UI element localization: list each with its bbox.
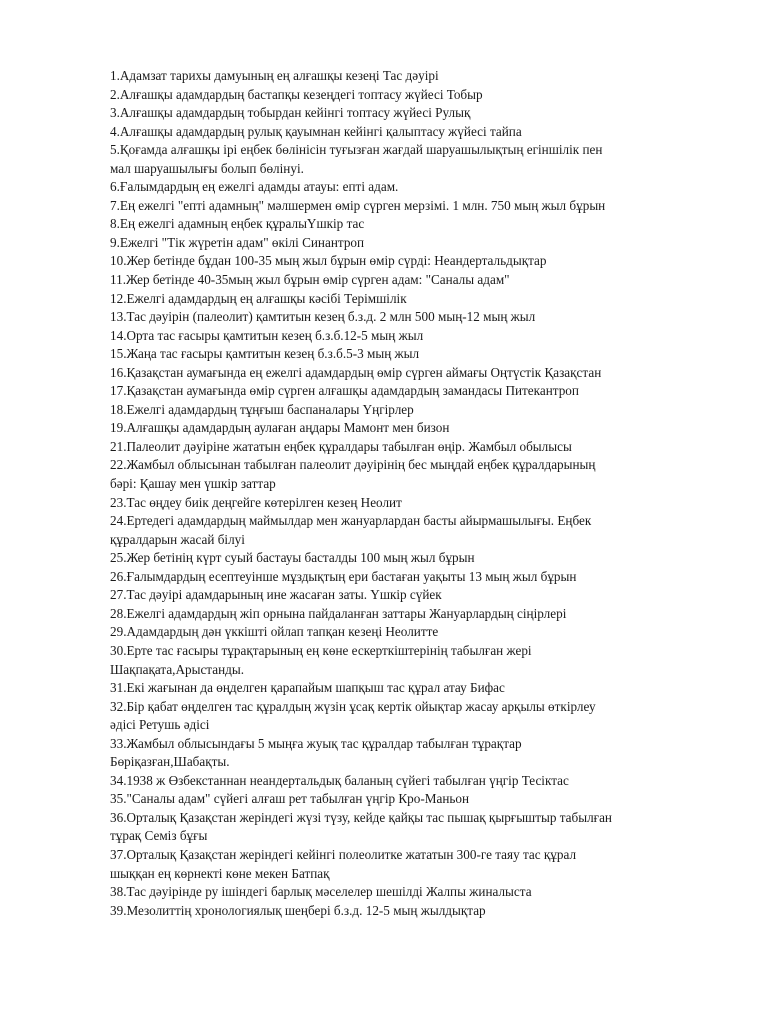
text-line: 32.Бір қабат өңделген тас құралдың жүзін ұсақ кертік ойықтар жасау арқылы өткірлеу [110, 698, 596, 714]
text-line: 28.Ежелгі адамдардың жіп орнына пайдаланған заттары Жануарлардың сіңірлері [110, 605, 567, 621]
text-line: 37.Орталық Қазақстан жеріндегі кейінгі полеолитке жататын 300-ге таяу тас құрал [110, 846, 577, 862]
text-line: 21.Палеолит дәуіріне жататын еңбек құралдары табылған өңір. Жамбыл обылысы [110, 438, 572, 454]
text-line: 26.Ғалымдардың есептеуінше мұздықтың ери бастаған уақыты 13 мың жыл бұрын [110, 568, 577, 584]
text-line: 11.Жер бетінде 40-35мың жыл бұрын өмір сүрген адам: "Саналы адам" [110, 272, 510, 288]
text-line: 24.Ертедегі адамдардың маймылдар мен жануарлардан басты айырмашылығы. Еңбек [110, 513, 592, 529]
text-line: 38.Тас дәуірінде ру ішіндегі барлық мәселелер шешілді Жалпы жиналыста [110, 884, 532, 900]
text-line: 9.Ежелгі "Тік жүретін адам" өкілі Синантроп [110, 234, 365, 250]
text-line: 36.Орталық Қазақстан жеріндегі жүзі түзу, кейде қайқы тас пышақ қырғыштыр табылған [110, 809, 612, 825]
text-line: 10.Жер бетінде бұдан 100-35 мың жыл бұрын өмір сүрді: Неандертальдықтар [110, 253, 547, 269]
text-line: 15.Жаңа тас ғасыры қамтитын кезең б.з.б.5-3 мың жыл [110, 346, 420, 362]
text-line: 34.1938 ж Өзбекстаннан неандертальдық баланың сүйегі табылған үңгір Тесіктас [110, 772, 569, 788]
text-line: 22.Жамбыл облысынан табылған палеолит дәуірінің бес мыңдай еңбек құралдарының [110, 457, 596, 473]
text-line: 39.Мезолиттің хронологиялық шеңбері б.з.д. 12-5 мың жылдықтар [110, 902, 486, 918]
text-line: тұрақ Семіз бұғы [110, 828, 208, 844]
text-line: 16.Қазақстан аумағында ең ежелгі адамдардың өмір сүрген аймағы Оңтүстік Қазақстан [110, 364, 602, 380]
text-line: 13.Тас дәуірін (палеолит) қамтитын кезең б.з.д. 2 млн 500 мың-12 мың жыл [110, 309, 536, 325]
text-line: 19.Алғашқы адамдардың аулаған аңдары Мамонт мен бизон [110, 420, 450, 436]
text-line: 3.Алғашқы адамдардың тобырдан кейінгі топтасу жүйесі Рулық [110, 105, 471, 121]
text-line: 27.Тас дәуірі адамдарының ине жасаған заты. Үшкір сүйек [110, 587, 442, 603]
text-line: құралдарын жасай білуі [110, 531, 245, 547]
text-line: әдісі Ретушь әдісі [110, 717, 210, 733]
text-line: 29.Адамдардың дән үккішті ойлап тапқан кезеңі Неолитте [110, 624, 439, 640]
text-line: 18.Ежелгі адамдардың тұңғыш баспаналары Үңгірлер [110, 401, 414, 417]
text-line: 2.Алғашқы адамдардың бастапқы кезеңдегі топтасу жүйесі Тобыр [110, 86, 483, 102]
text-line: 33.Жамбыл облысындағы 5 мыңға жуық тас құралдар табылған тұрақтар [110, 735, 522, 751]
text-line: 17.Қазақстан аумағында өмір сүрген алғашқы адамдардың замандасы Питекантроп [110, 383, 579, 399]
text-line: 7.Ең ежелгі "епті адамның" мәлшермен өмір сүрген мерзімі. 1 млн. 750 мың жыл бұрын [110, 197, 606, 213]
text-line: 8.Ең ежелгі адамның еңбек құралыҮшкір тас [110, 216, 365, 232]
text-line: 14.Орта тас ғасыры қамтитын кезең б.з.б.12-5 мың жыл [110, 327, 424, 343]
text-line: шыққан ең көрнекті көне мекен Батпақ [110, 865, 330, 881]
text-line: Бөріқазған,Шабақты. [110, 754, 230, 770]
text-line: 4.Алғашқы адамдардың рулық қауымнан кейінгі қалыптасу жүйесі тайпа [110, 123, 522, 139]
text-line: 23.Тас өңдеу биік деңгейге көтерілген кезең Неолит [110, 494, 402, 510]
text-line: 35."Саналы адам" сүйегі алғаш рет табылған үңгір Кро-Маньон [110, 791, 470, 807]
text-line: 30.Ерте тас ғасыры тұрақтарының ең көне ескерткіштерінің табылған жері [110, 642, 532, 658]
text-lines [110, 67, 730, 920]
text-line: 1.Адамзат тарихы дамуының ең алғашқы кезеңі Тас дәуірі [110, 68, 439, 83]
text-line: 6.Ғалымдардың ең ежелгі адамды атауы: епті адам. [110, 179, 399, 195]
text-line: 31.Екі жағынан да өңделген қарапайым шапқыш тас құрал атау Бифас [110, 680, 505, 696]
text-line: 5.Қоғамда алғашқы ірі еңбек бөлінісін туғызған жағдай шаруашылықтың егіншілік пен [110, 142, 603, 158]
text-line: Шақпақата,Арыстанды. [110, 661, 244, 677]
text-line: 12.Ежелгі адамдардың ең алғашқы кәсібі Терімшілік [110, 290, 407, 306]
text-line: мал шаруашылығы болып бөлінуі. [110, 160, 304, 176]
text-line: 25.Жер бетінің күрт суый бастауы басталды 100 мың жыл бұрын [110, 550, 475, 566]
text-line: бәрі: Қашау мен үшкір заттар [110, 476, 276, 492]
